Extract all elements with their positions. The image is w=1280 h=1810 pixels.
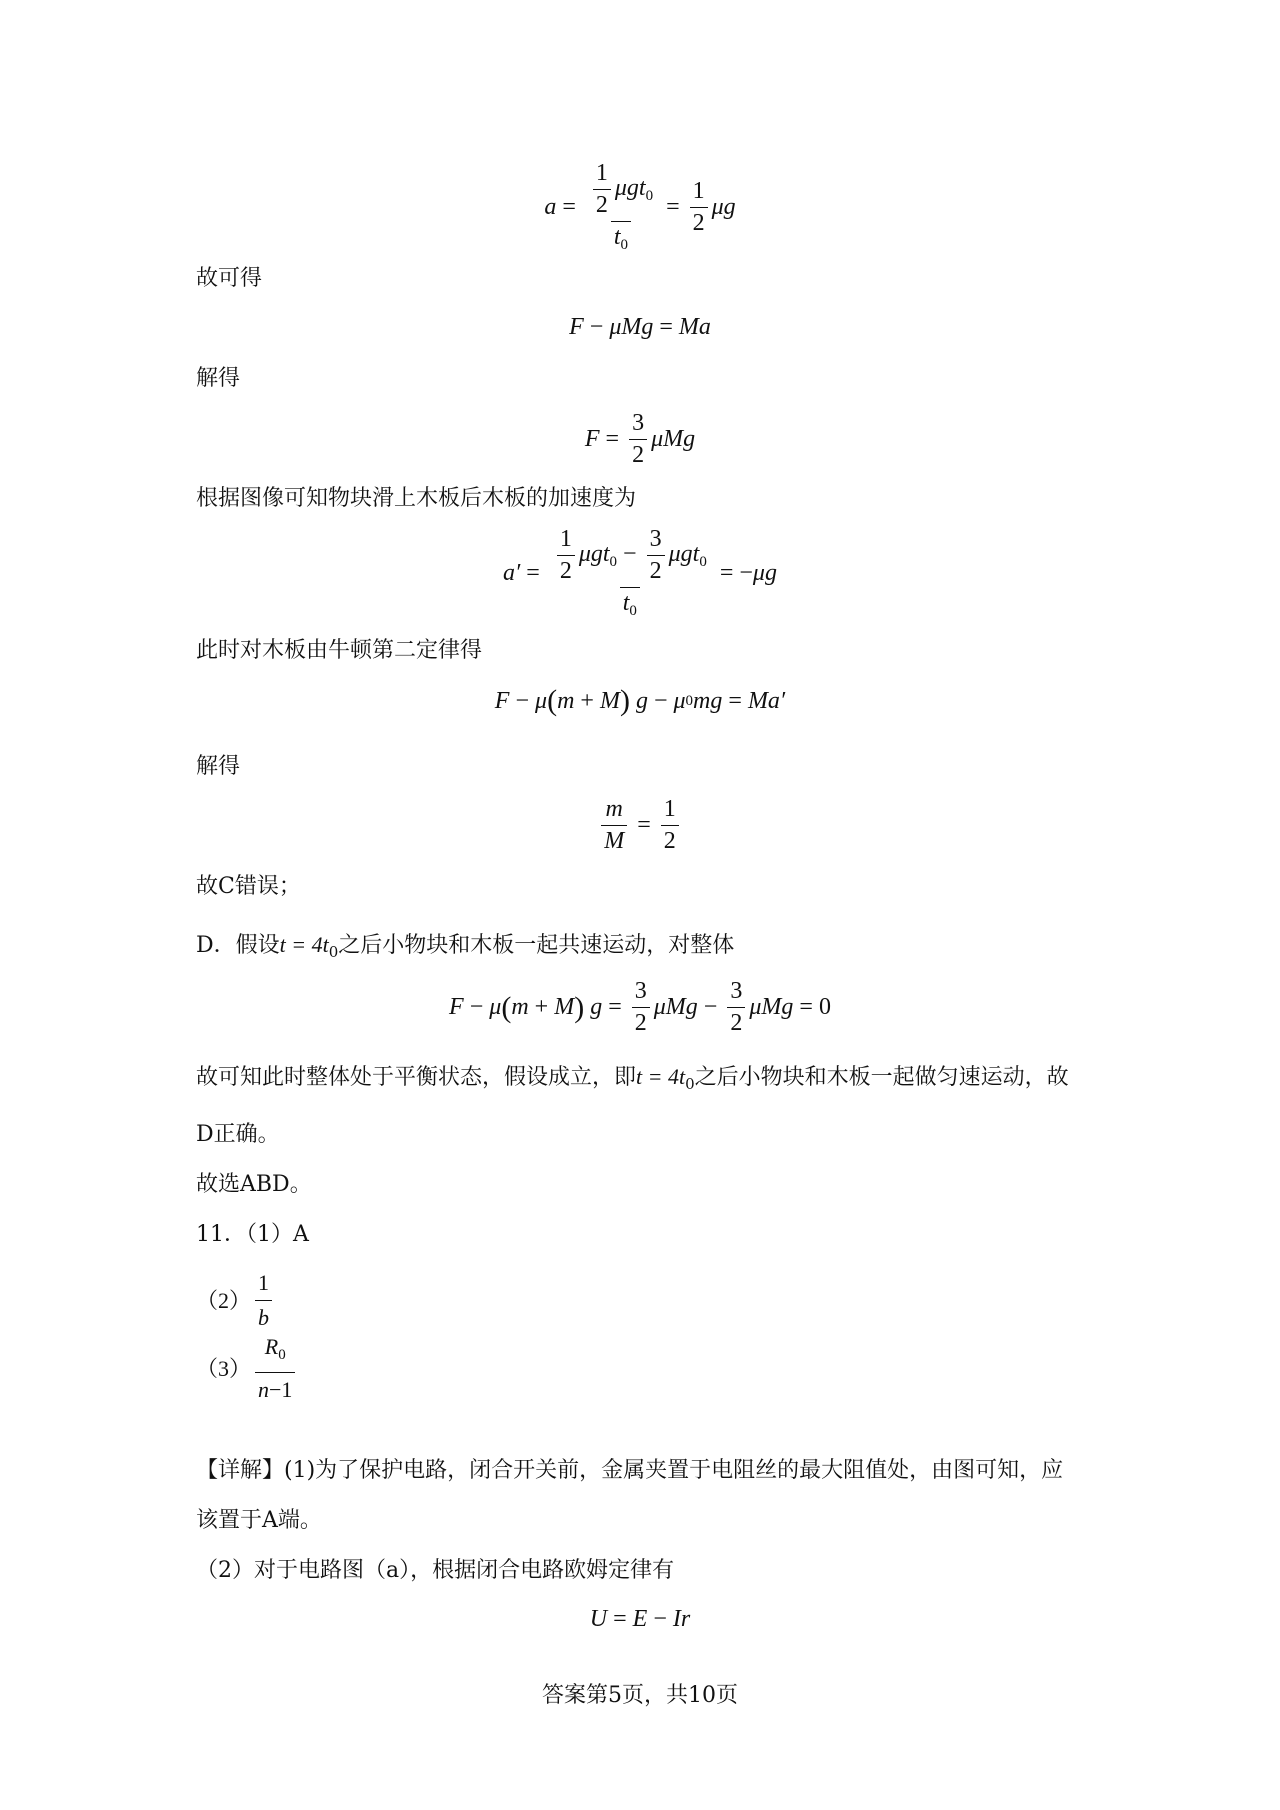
page-footer: 答案第5页，共10页 [542,1683,738,1708]
equation-ohm-law: U = E − Ir [589,1606,691,1632]
text-line: 此时对木板由牛顿第二定律得 [196,638,483,663]
equation-acceleration: a = $\frac{1}{2}$ μgt$_0$ $t_0$ = $\frac{1}{2}$ μg [544,160,736,253]
text-line: 故C错误； [196,874,301,899]
text-line: 故选ABD。 [196,1172,312,1197]
equation-mass-ratio: $\frac{m}{M}$ = $\frac{1}{2}$ [0,796,1280,855]
equation-board-acceleration: a′ = $\frac{1}{2}$ μgt$_0$ − $\frac{3}{2}$ μgt$_0$ $t_0$ = − μg [503,526,777,619]
text-line: 解得 [196,366,241,391]
answer-11-2: （2） $\frac{1}{b}$ [196,1268,276,1333]
equation-whole-system: F − μ ( m + M ) g = $\frac{3}{2}$ μMg − $\frac{3}{2}$ μMg = 0 [449,978,831,1036]
text-line: 根据图像可知物块滑上木板后木板的加速度为 [196,486,637,511]
equation-force-result: F = $\frac{3}{2}$ μMg [584,410,696,468]
answer-11-3: （3） $\frac{R_0}{n-1}$ [196,1332,299,1405]
text-line: 解得 [196,754,241,779]
equation-force-balance: F − μMg = Ma [569,314,711,340]
answer-11-1: 11．（1）A [196,1222,309,1247]
text-line: 故可知此时整体处于平衡状态，假设成立，即$t = 4t_0$之后小物块和木板一起做匀速运动，故 [196,1064,1069,1093]
text-line-option-d: D．假设$t = 4t_0$之后小物块和木板一起共速运动，对整体 [196,932,735,961]
text-line: D正确。 [196,1122,280,1147]
equation-newton-second: F − μ ( m + M ) g − μ 0 mg = Ma′ [494,684,786,717]
text-line-detail: 【详解】(1)为了保护电路，闭合开关前，金属夹置于电阻丝的最大阻值处，由图可知，应 [196,1458,1064,1483]
text-line: 故可得 [196,266,263,291]
text-line: （2）对于电路图（a），根据闭合电路欧姆定律有 [196,1558,675,1583]
text-line: 该置于A端。 [196,1508,322,1533]
